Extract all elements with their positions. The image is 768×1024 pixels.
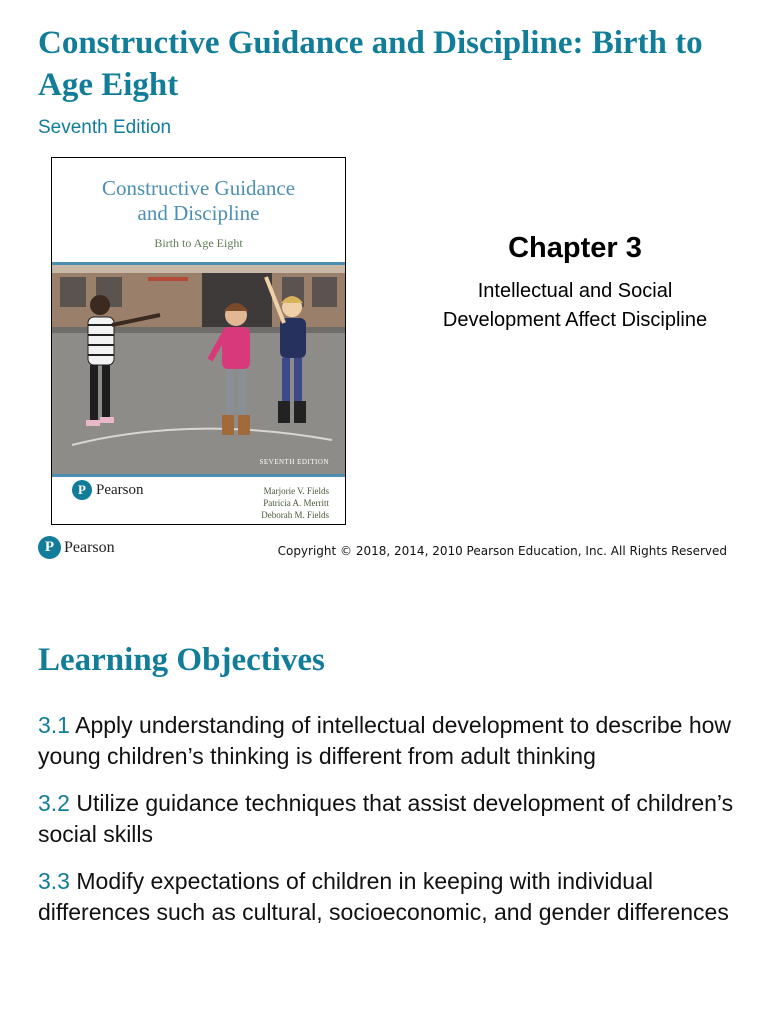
pearson-logo-icon: P [72, 480, 92, 500]
objective-text: Apply understanding of intellectual development to describe how young children’s thinking is different from adult thinking [38, 712, 732, 769]
cover-edition-label: SEVENTH EDITION [259, 458, 329, 466]
playground-illustration [52, 265, 345, 474]
learning-objectives-title: Learning Objectives [38, 642, 325, 678]
cover-title-line: Constructive Guidance [101, 176, 296, 200]
edition-subtitle: Seventh Edition [38, 117, 172, 138]
objective-item [38, 710, 738, 772]
footer-publisher-logo [38, 536, 115, 559]
copyright-notice: Copyright © 2018, 2014, 2010 Pearson Education, Inc. All Rights Reserved [277, 544, 727, 558]
cover-author: Marjorie V. Fields [263, 486, 329, 496]
chapter-description: Intellectual and Social Development Affect Discipline [442, 280, 708, 331]
objective-item [38, 788, 738, 850]
cover-publisher-logo [72, 480, 144, 500]
cover-publisher-name: Pearson [96, 481, 144, 498]
cover-title [52, 176, 345, 226]
objective-number: 3.1 [38, 712, 70, 738]
objective-number: 3.2 [38, 790, 70, 816]
book-title: Constructive Guidance and Discipline: Birth to Age Eight [38, 25, 703, 103]
objective-item [38, 866, 738, 928]
objective-number: 3.3 [38, 868, 70, 894]
cover-photo-children-playing [52, 262, 345, 477]
pearson-logo-icon: P [38, 536, 61, 559]
objective-text: Utilize guidance techniques that assist development of children’s social skills [38, 790, 734, 847]
cover-authors [261, 485, 329, 521]
cover-title-line: and Discipline [137, 201, 260, 225]
objective-text: Modify expectations of children in keeping with individual differences such as cultural, socioeconomic, and gender differences [38, 868, 729, 925]
learning-objectives-slide [0, 612, 768, 1024]
book-cover-image [51, 157, 346, 525]
chapter-label: Chapter 3 [508, 232, 642, 264]
cover-subtitle: Birth to Age Eight [154, 236, 243, 250]
cover-author: Patricia A. Merritt [263, 498, 329, 508]
cover-author: Deborah M. Fields [261, 510, 329, 520]
objectives-list [38, 710, 738, 944]
footer-publisher-name: Pearson [64, 538, 115, 556]
